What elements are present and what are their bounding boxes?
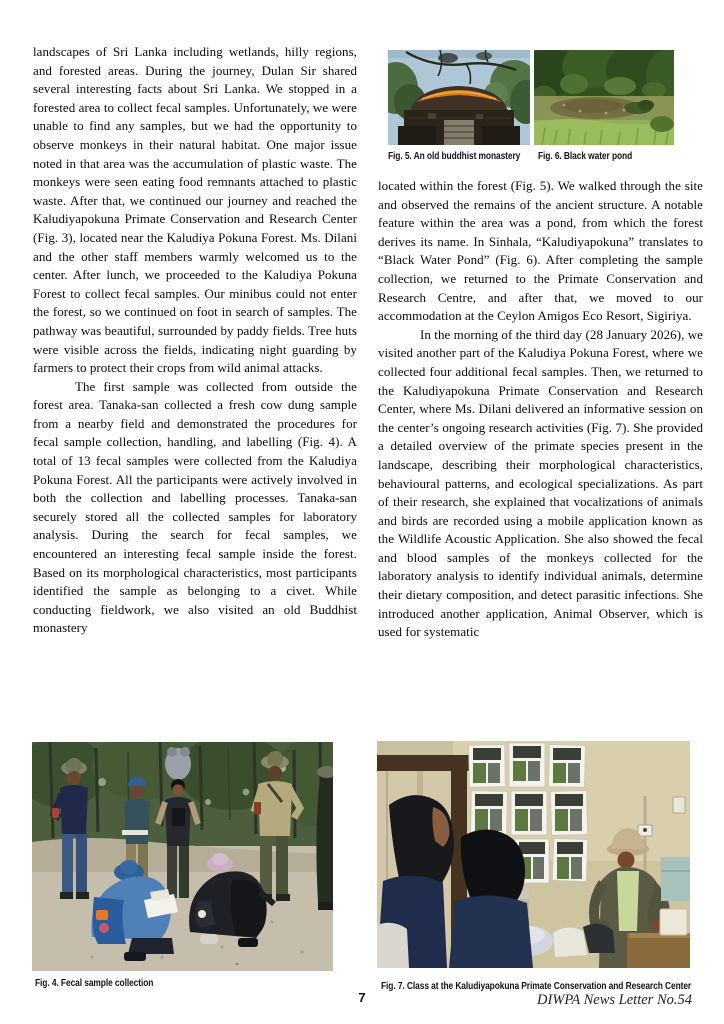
body-paragraph: located within the forest (Fig. 5). We walked through the site and observed the remains of the ancient structure. A notable feature within the area was a pond, from which the forest derives its name. In Sinhala, “Kaludiyapokuna” translates to “Black Water Pond” (Fig. 6). After completing the sample collection, we returned to the Primate Conservation and Research Centre, and after that, we moved to our accommodation at the Ceylon Amigos Eco Resort, Sigiriya.: [378, 178, 703, 324]
fig7-photo-class: [377, 741, 690, 968]
fieldwork-illustration: [32, 742, 333, 971]
left-column: [33, 43, 357, 638]
body-paragraph: In the morning of the third day (28 January 2026), we visited another part of the Kaludiya Pokuna Forest, where we collected four additional fecal samples. Then, we returned to the Kaludiyapokuna Primate Conservation and Research Center, where Ms. Dilani delivered an informative session on the center’s ongoing research activities (Fig. 7). She provided a detailed overview of the primate species present in the landscape, describing their morphological characteristics, behavioural patterns, and ecological specializations. As part of their research, she explained that vocalizations of animals and birds are recorded using a mobile application known as the Wildlife Acoustic Application. She also showed the fecal and blood samples of the monkeys collected for the laboratory analysis to identify individual animals, determine their dietary composition, and detect parasitic infections. She introduced another application, Animal Observer, which is used for systematic: [378, 326, 703, 640]
classroom-illustration: [377, 741, 690, 968]
body-paragraph: The first sample was collected from outside the forest area. Tanaka-san collected a fresh cow dung sample from a nearby field and demonstrated the procedures for fecal sample collection, handling, and labelling (Fig. 4). A total of 13 fecal samples were collected from the Kaludiya Pokuna Forest. All the participants were actively involved in both the collection and labelling processes. Tanaka-san securely stored all the collected samples for laboratory analysis. During the search for fecal samples, we encountered an interesting fecal sample inside the forest. Based on its morphological characteristics, most participants identified the sample as belonging to a civet. While conducting fieldwork, we also visited an old Buddhist monastery: [33, 378, 357, 636]
page-number: 7: [358, 990, 366, 1005]
monastery-illustration: [388, 50, 530, 145]
fig6-photo-pond: [534, 50, 674, 145]
fig4-photo-fieldwork: [32, 742, 333, 971]
fig6-caption: Fig. 6. Black water pond: [538, 151, 633, 162]
fig4-caption: Fig. 4. Fecal sample collection: [35, 978, 154, 989]
fig5-photo-monastery: [388, 50, 530, 145]
right-column: [378, 177, 703, 642]
body-paragraph: landscapes of Sri Lanka including wetlands, hilly regions, and forested areas. During the journey, Dulan Sir shared several interesting facts about Sri Lanka. We stopped in a forested area to collect fecal samples. Unfortunately, we were unable to find any samples, but we had the opportunity to observe monkeys in their natural habitat. One major issue noted in that area was the accumulation of plastic waste. The monkeys were seen eating food remnants attached to plastic waste. After that, we continued our journey and reached the Kaludiyapokuna Primate Conservation and Research Center (Fig. 3), located near the Kaludiya Pokuna Forest. Ms. Dilani and the other staff members warmly welcomed us to the center. After lunch, we proceeded to the Kaludiya Pokuna Forest to collect fecal samples. Our minibus could not enter the forest, so we continued on foot in search of samples. The pathway was beautiful, surrounded by paddy fields. Tree huts were visible across the fields, indicating night guarding by farmers to protect their crops from wild animal attacks.: [33, 44, 357, 376]
journal-title: DIWPA News Letter No.54: [537, 992, 692, 1008]
fig5-caption: Fig. 5. An old buddhist monastery: [388, 151, 521, 162]
pond-illustration: [534, 50, 674, 145]
fig7-caption: Fig. 7. Class at the Kaludiyapokuna Primate Conservation and Research Center: [381, 981, 692, 992]
